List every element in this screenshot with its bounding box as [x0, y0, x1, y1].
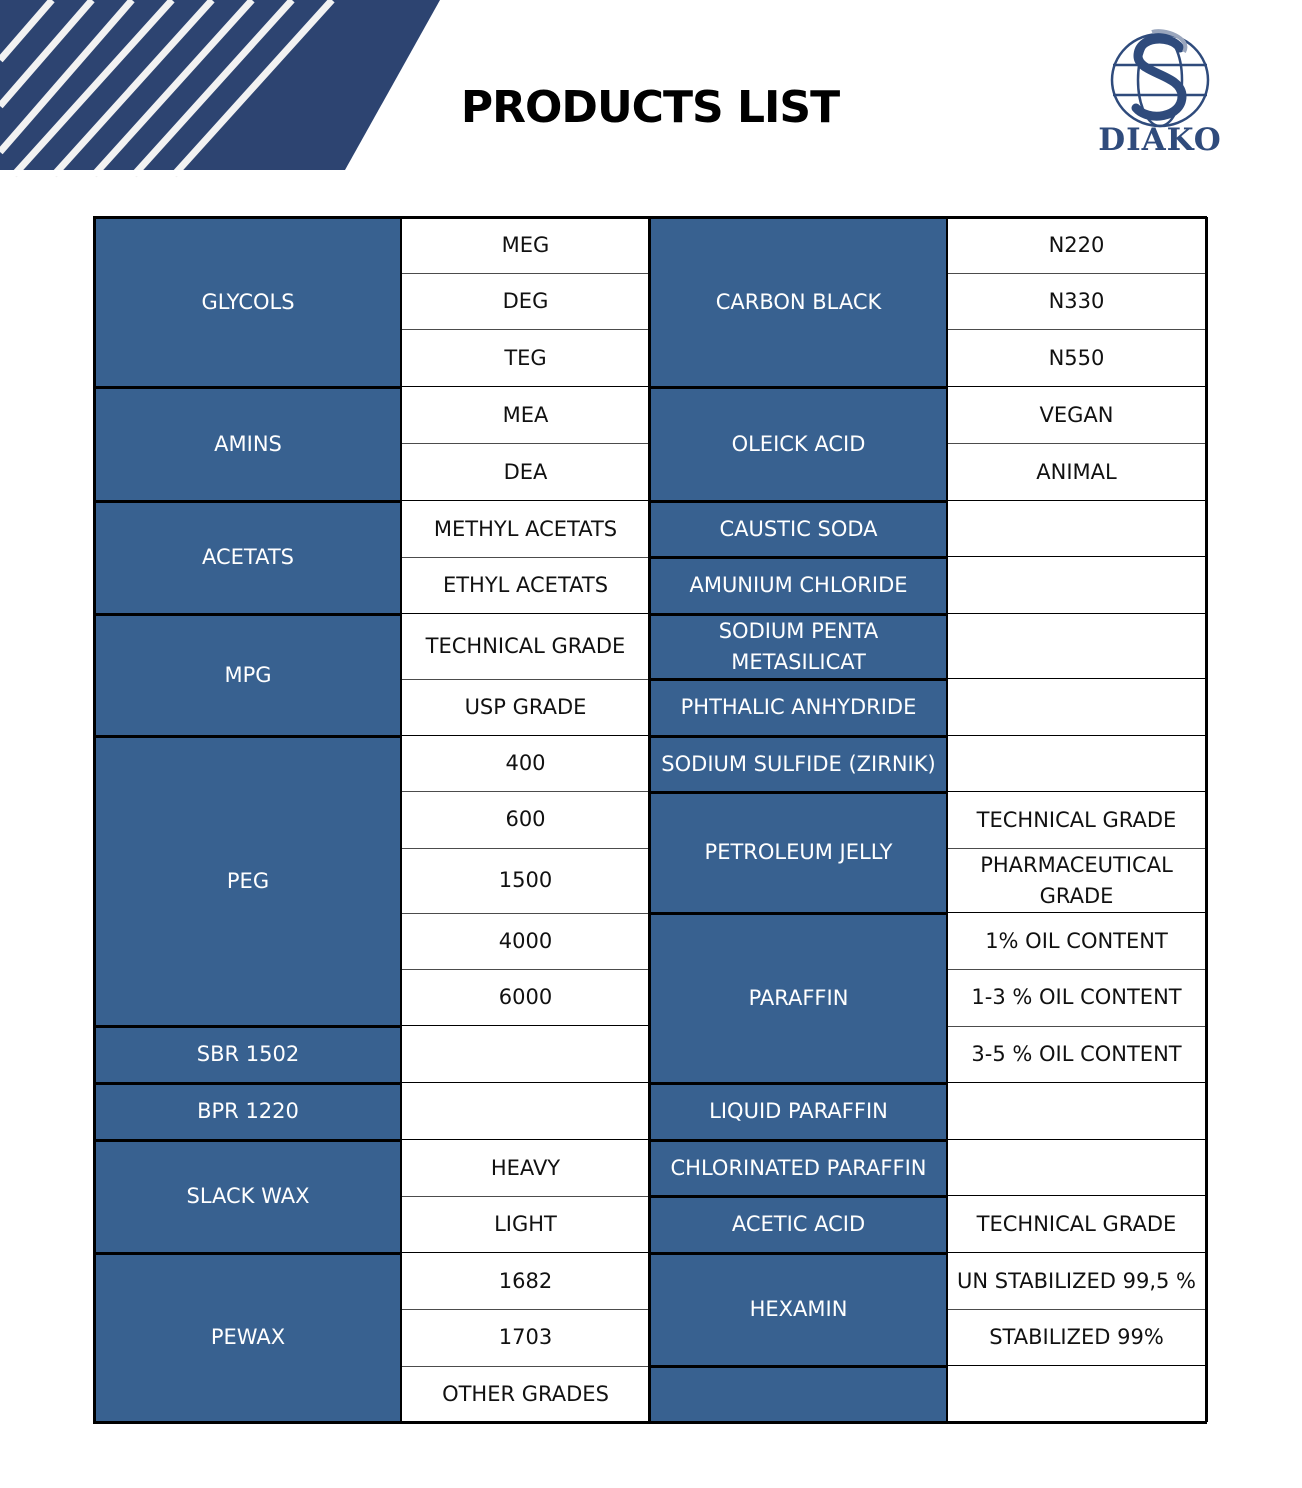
table-gridline [947, 273, 1206, 274]
table-gridline [947, 329, 1206, 330]
product-cell [401, 1083, 650, 1140]
category-cell: HEXAMIN [650, 1253, 947, 1366]
product-cell: USP GRADE [401, 679, 650, 736]
table-gridline [401, 679, 650, 680]
product-cell [947, 1083, 1206, 1140]
product-cell: MEA [401, 387, 650, 443]
category-cell: PARAFFIN [650, 913, 947, 1083]
product-cell [947, 679, 1206, 736]
product-cell: TECHNICAL GRADE [947, 1196, 1206, 1253]
category-cell: OLEICK ACID [650, 387, 947, 501]
table-gridline [401, 791, 650, 792]
product-cell: UN STABILIZED 99,5 % [947, 1253, 1206, 1309]
category-cell: SODIUM SULFIDE (ZIRNIK) [650, 736, 947, 792]
table-gridline [401, 848, 650, 849]
category-cell: GLYCOLS [95, 217, 401, 387]
product-cell [947, 736, 1206, 792]
table-gridline [400, 217, 402, 1422]
table-gridline [401, 443, 650, 444]
table-gridline [401, 329, 650, 330]
category-cell: PEWAX [95, 1253, 401, 1422]
product-cell: TEG [401, 329, 650, 387]
category-cell: ACETIC ACID [650, 1196, 947, 1253]
category-cell: AMUNIUM CHLORIDE [650, 557, 947, 614]
category-cell: CARBON BLACK [650, 217, 947, 387]
header-banner [0, 0, 460, 180]
category-cell: SBR 1502 [95, 1026, 401, 1083]
category-cell: LIQUID PARAFFIN [650, 1083, 947, 1140]
category-cell: BPR 1220 [95, 1083, 401, 1140]
table-gridline [946, 217, 948, 1422]
product-cell: MEG [401, 217, 650, 273]
product-cell: OTHER GRADES [401, 1366, 650, 1422]
table-gridline [401, 1366, 650, 1367]
product-cell: 3-5 % OIL CONTENT [947, 1026, 1206, 1083]
product-cell: 400 [401, 736, 650, 791]
table-gridline [401, 913, 650, 914]
product-cell: PHARMACEUTICAL GRADE [947, 848, 1206, 913]
product-cell: 600 [401, 791, 650, 848]
table-gridline [401, 557, 650, 558]
category-cell: SODIUM PENTA METASILICAT [650, 614, 947, 679]
product-cell: STABILIZED 99% [947, 1309, 1206, 1366]
product-cell: VEGAN [947, 387, 1206, 443]
table-gridline [947, 848, 1206, 849]
category-cell: CAUSTIC SODA [650, 501, 947, 557]
page-title: PRODUCTS LIST [460, 82, 840, 133]
product-cell: HEAVY [401, 1140, 650, 1196]
category-cell: MPG [95, 614, 401, 736]
product-cell: N220 [947, 217, 1206, 273]
table-gridline [947, 443, 1206, 444]
product-cell: ETHYL ACETATS [401, 557, 650, 614]
product-cell: METHYL ACETATS [401, 501, 650, 557]
table-gridline [401, 273, 650, 274]
category-cell: PEG [95, 736, 401, 1026]
product-cell [947, 1140, 1206, 1196]
product-cell: N330 [947, 273, 1206, 329]
product-cell: N550 [947, 329, 1206, 387]
category-cell: ACETATS [95, 501, 401, 614]
product-cell: DEA [401, 443, 650, 501]
category-cell: CHLORINATED PARAFFIN [650, 1140, 947, 1196]
table-gridline [947, 969, 1206, 970]
product-cell: LIGHT [401, 1196, 650, 1253]
product-cell [947, 501, 1206, 557]
product-cell: 1682 [401, 1253, 650, 1309]
table-gridline [401, 969, 650, 970]
table-gridline [401, 1196, 650, 1197]
category-cell: PHTHALIC ANHYDRIDE [650, 679, 947, 736]
product-cell: 1703 [401, 1309, 650, 1366]
product-cell [947, 1366, 1206, 1422]
product-cell: 6000 [401, 969, 650, 1026]
table-gridline [1205, 217, 1208, 1422]
product-cell [947, 614, 1206, 679]
product-cell: TECHNICAL GRADE [401, 614, 650, 679]
category-cell: PETROLEUM JELLY [650, 792, 947, 913]
table-gridline [947, 1309, 1206, 1310]
table-gridline [401, 1309, 650, 1310]
product-cell [947, 557, 1206, 614]
table-gridline [947, 1026, 1206, 1027]
product-cell: TECHNICAL GRADE [947, 792, 1206, 848]
table-gridline [93, 216, 96, 1423]
category-cell: SLACK WAX [95, 1140, 401, 1253]
brand-name: DIAKO [1098, 122, 1222, 158]
category-cell: AMINS [95, 387, 401, 501]
product-cell: 1500 [401, 848, 650, 913]
product-cell: ANIMAL [947, 443, 1206, 501]
product-cell: 1% OIL CONTENT [947, 913, 1206, 969]
product-cell: 4000 [401, 913, 650, 969]
table-gridline [648, 216, 651, 1423]
category-cell [650, 1366, 947, 1422]
product-cell: 1-3 % OIL CONTENT [947, 969, 1206, 1026]
product-cell [401, 1026, 650, 1083]
product-cell: DEG [401, 273, 650, 329]
